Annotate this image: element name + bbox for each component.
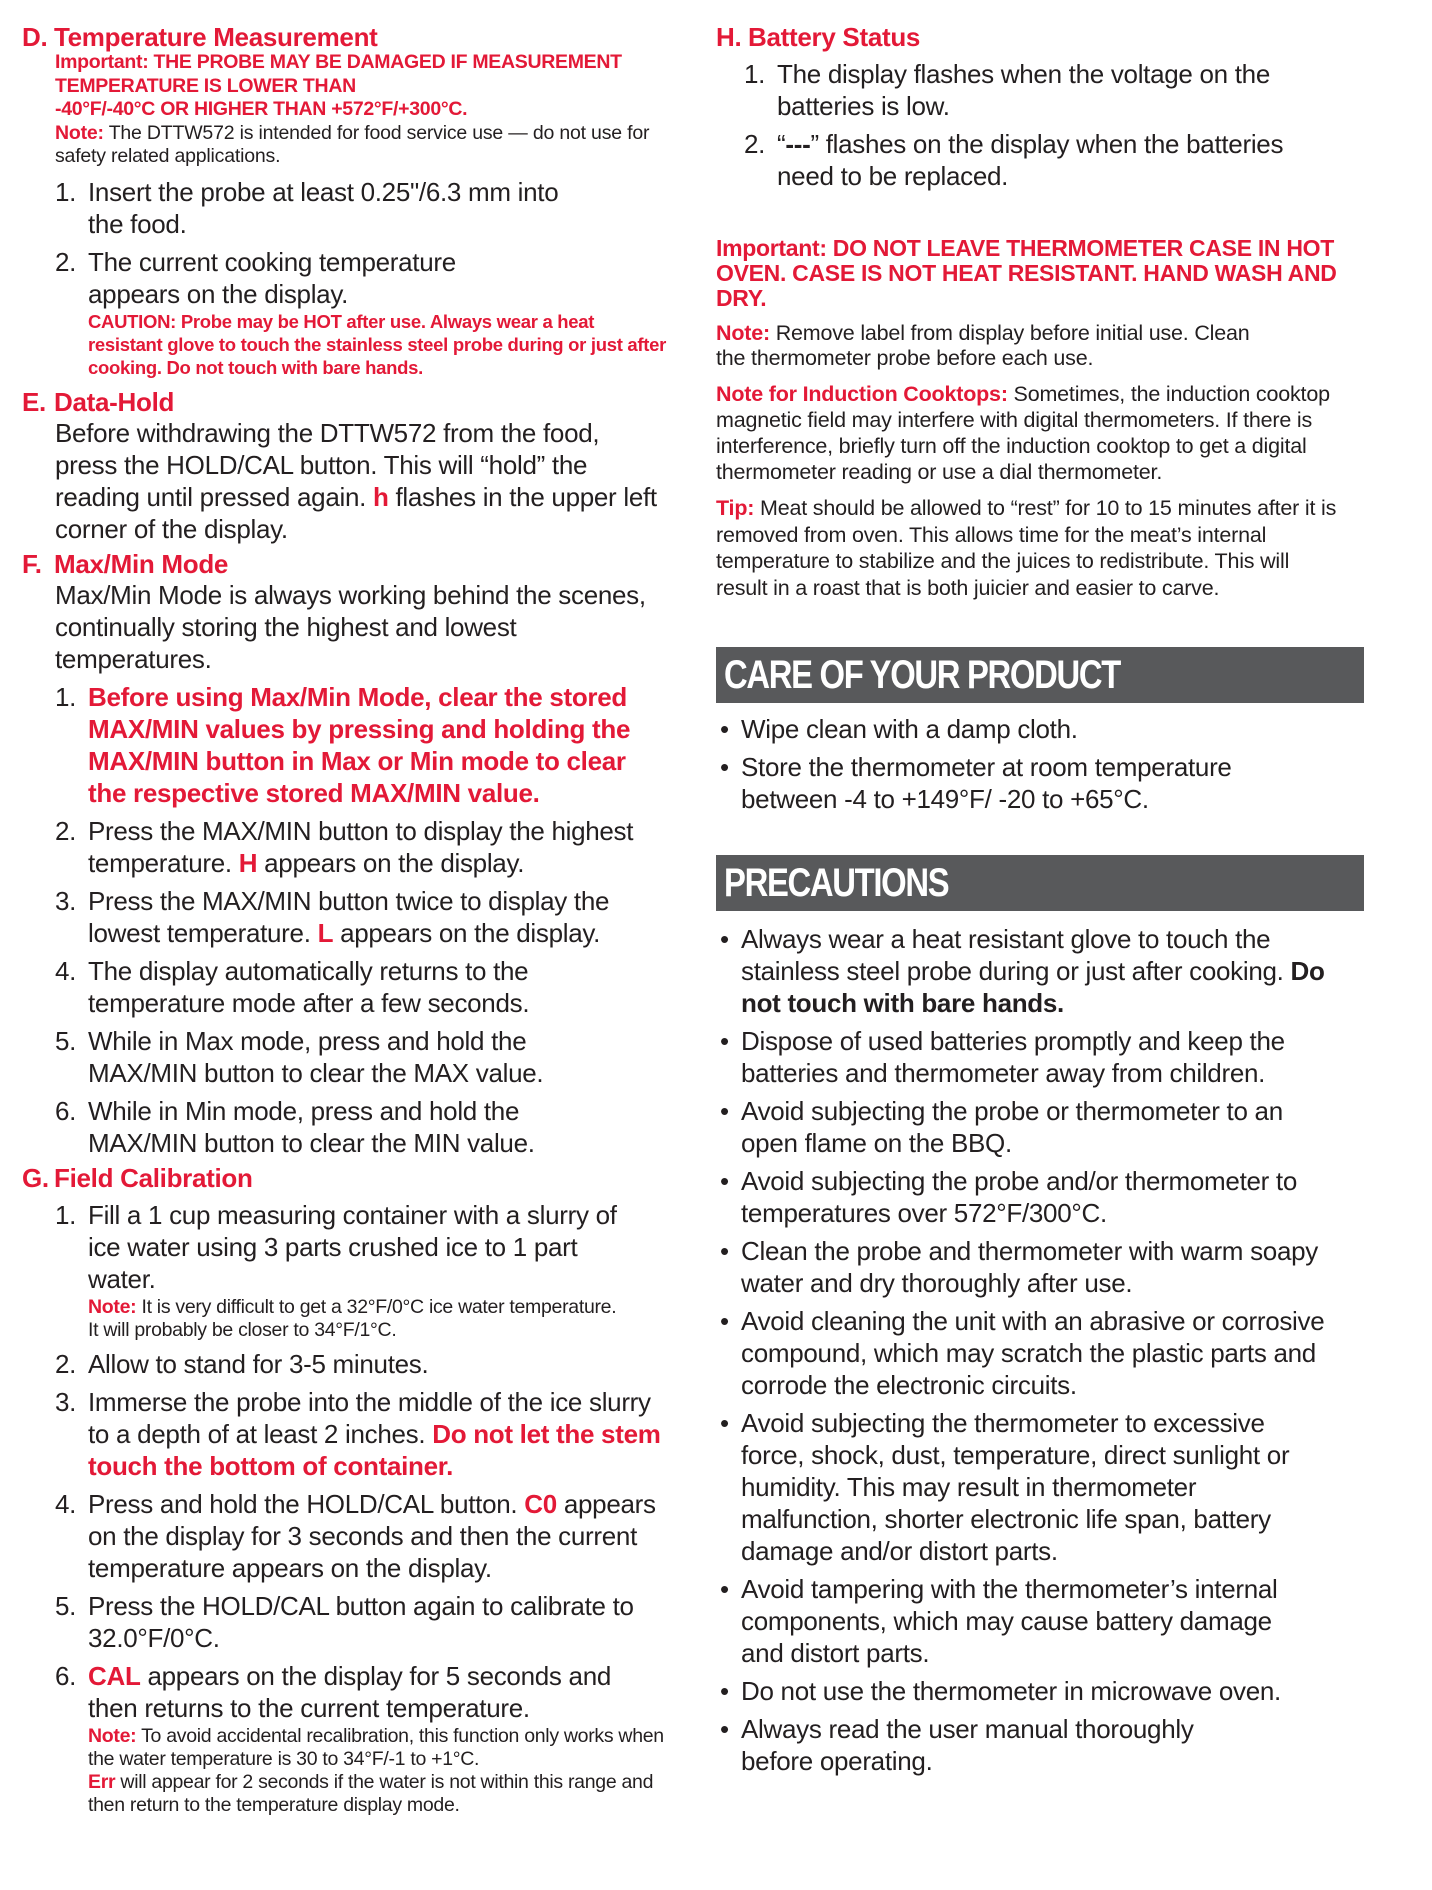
section-heading: D. Temperature Measurement <box>22 22 378 52</box>
precautions-section <box>716 855 1366 1777</box>
list-item: 2. “---” flashes on the display when the batteries need to be replaced. <box>744 129 1284 191</box>
bullet-icon: • <box>720 752 729 782</box>
list-item: • Clean the probe and thermometer with warm soapy water and dry thoroughly after use. <box>716 1235 1366 1299</box>
care-section <box>716 647 1366 815</box>
note: Note: The DTTW572 is intended for food service use — do not use for safety related applications. <box>55 121 650 167</box>
list-item: 1. Fill a 1 cup measuring container with a slurry of ice water using 3 parts crushed ice to 1 part water. Note: It is very difficult to get a 32°F/0°C ice water temperature. It will probably be closer to 34°F/1°C. <box>55 1199 617 1341</box>
note: Note: To avoid accidental recalibration, this function only works when the water temperature is 30 to 34°F/-1 to +1°C. <box>88 1724 664 1770</box>
list-item: 1. Insert the probe at least 0.25"/6.3 mm into the food. <box>55 176 559 239</box>
steps-list <box>744 58 1366 192</box>
bullet-icon: • <box>720 1714 729 1744</box>
bullet-icon: • <box>720 924 729 954</box>
important-case-warning: Important: DO NOT LEAVE THERMOMETER CASE IN HOT OVEN. CASE IS NOT HEAT RESISTANT. HAND WASH AND DRY. <box>716 235 1337 311</box>
list-item: • Store the thermometer at room temperature between -4 to +149°F/ -20 to +65°C. <box>716 751 1366 815</box>
bullet-icon: • <box>720 1408 729 1438</box>
list-item: • Always read the user manual thoroughly before operating. <box>716 1713 1366 1777</box>
note: Note: It is very difficult to get a 32°F/0°C ice water temperature. It will probably be closer to 34°F/1°C. <box>88 1295 617 1341</box>
right-column <box>716 22 1366 1777</box>
section-max-min-mode <box>22 549 672 1159</box>
error-note: Err will appear for 2 seconds if the water is not within this range and then return to the temperature display mode. <box>88 1770 654 1816</box>
section-data-hold <box>22 387 672 545</box>
section-heading: E. Data-Hold <box>22 386 175 417</box>
list-item: 5. While in Max mode, press and hold the MAX/MIN button to clear the MAX value. <box>55 1025 544 1088</box>
section-heading: H. Battery Status <box>716 22 921 52</box>
list-item: • Avoid subjecting the thermometer to excessive force, shock, dust, temperature, direct sunlight or humidity. This may result in thermometer malfunction, shorter electronic life span, battery damage and/or distort parts. <box>716 1407 1366 1567</box>
paragraph: Max/Min Mode is always working behind the scenes, continually storing the highest and lowest temperatures. <box>55 579 646 674</box>
list-item: 2. Press the MAX/MIN button to display the highest temperature. H appears on the display. <box>55 815 634 878</box>
care-list <box>716 713 1366 815</box>
list-item: 3. Immerse the probe into the middle of the ice slurry to a depth of at least 2 inches. Do not let the stem touch the bottom of container. <box>55 1386 661 1481</box>
section-heading: F. Max/Min Mode <box>22 548 229 579</box>
steps-list <box>55 1199 672 1817</box>
list-item: 4. Press and hold the HOLD/CAL button. C0 appears on the display for 3 seconds and then the current temperature appears on the display. <box>55 1488 656 1583</box>
bullet-icon: • <box>720 1236 729 1266</box>
bullet-icon: • <box>720 1306 729 1336</box>
note-induction-cooktops: Note for Induction Cooktops: Sometimes, the induction cooktop magnetic field may interfere with digital thermometers. If there is interference, briefly turn off the induction cooktop to get a digital thermometer reading or use a dial thermometer. <box>716 382 1330 484</box>
tip: Tip: Meat should be allowed to “rest” for 10 to 15 minutes after it is removed from oven. This allows time for the meat’s internal temperature to stabilize and the juices to redistribute. This will result in a roast that is both juicier and easier to carve. <box>716 496 1337 600</box>
list-item: 2. The current cooking temperature appears on the display. CAUTION: Probe may be HOT after use. Always wear a heat resistant glove to touch the stainless steel probe during or just after cooking. Do not touch with bare hands. <box>55 246 672 379</box>
list-item: • Dispose of used batteries promptly and keep the batteries and thermometer away from children. <box>716 1025 1366 1089</box>
list-item: 5. Press the HOLD/CAL button again to calibrate to 32.0°F/0°C. <box>55 1590 634 1653</box>
list-item: 1. Before using Max/Min Mode, clear the stored MAX/MIN values by pressing and holding the MAX/MIN button in Max or Min mode to clear the respective stored MAX/MIN value. <box>55 681 631 808</box>
list-item: • Avoid subjecting the probe or thermometer to an open flame on the BBQ. <box>716 1095 1366 1159</box>
bullet-icon: • <box>720 1676 729 1706</box>
left-column <box>22 22 672 1817</box>
note-remove-label: Note: Remove label from display before initial use. Clean the thermometer probe before each use. <box>716 321 1250 370</box>
steps-list <box>55 681 672 1159</box>
list-item: 2. Allow to stand for 3-5 minutes. <box>55 1348 429 1379</box>
section-field-calibration <box>22 1163 672 1817</box>
bullet-icon: • <box>720 1096 729 1126</box>
precautions-list <box>716 923 1366 1777</box>
list-item: • Avoid subjecting the probe and/or thermometer to temperatures over 572°F/300°C. <box>716 1165 1366 1229</box>
bullet-icon: • <box>720 1026 729 1056</box>
important-warning: Important: THE PROBE MAY BE DAMAGED IF MEASUREMENT TEMPERATURE IS LOWER THAN -40°F/-40°C OR HIGHER THAN +572°F/+300°C. <box>55 51 622 120</box>
list-item: 6. While in Min mode, press and hold the MAX/MIN button to clear the MIN value. <box>55 1095 535 1158</box>
section-battery-status <box>716 22 1366 192</box>
list-item: • Avoid cleaning the unit with an abrasive or corrosive compound, which may scratch the plastic parts and corrode the electronic circuits. <box>716 1305 1366 1401</box>
caution-text: CAUTION: Probe may be HOT after use. Always wear a heat resistant glove to touch the stainless steel probe during or just after cooking. Do not touch with bare hands. <box>88 310 667 378</box>
list-item: 6. CAL appears on the display for 5 seconds and then returns to the current temperature. Note: To avoid accidental recalibration, this function only works when the water temperature is 30 to 34°F/-1 to +1°C. Err will appear for 2 seconds if the water is not within this range and then return to the temperature display mode. <box>55 1660 672 1817</box>
list-item: 4. The display automatically returns to the temperature mode after a few seconds. <box>55 955 530 1018</box>
bullet-icon: • <box>720 1166 729 1196</box>
section-temperature-measurement <box>22 22 672 379</box>
list-item: • Always wear a heat resistant glove to touch the stainless steel probe during or just after cooking. Do not touch with bare hands. <box>716 923 1366 1019</box>
list-item: • Avoid tampering with the thermometer’s internal components, which may cause battery damage and distort parts. <box>716 1573 1366 1669</box>
steps-list <box>55 176 672 379</box>
paragraph: Before withdrawing the DTTW572 from the food, press the HOLD/CAL button. This will “hold” the reading until pressed again. h flashes in the upper left corner of the display. <box>55 417 657 544</box>
bullet-icon: • <box>720 714 729 744</box>
precautions-heading-banner: PRECAUTIONS <box>716 855 1364 911</box>
care-heading-banner: CARE OF YOUR PRODUCT <box>716 647 1364 703</box>
list-item: • Do not use the thermometer in microwave oven. <box>716 1675 1366 1707</box>
bullet-icon: • <box>720 1574 729 1604</box>
list-item: 1. The display flashes when the voltage on the batteries is low. <box>744 59 1270 121</box>
list-item: • Wipe clean with a damp cloth. <box>716 713 1366 745</box>
list-item: 3. Press the MAX/MIN button twice to display the lowest temperature. L appears on the display. <box>55 885 610 948</box>
section-heading: G. Field Calibration <box>22 1162 253 1193</box>
